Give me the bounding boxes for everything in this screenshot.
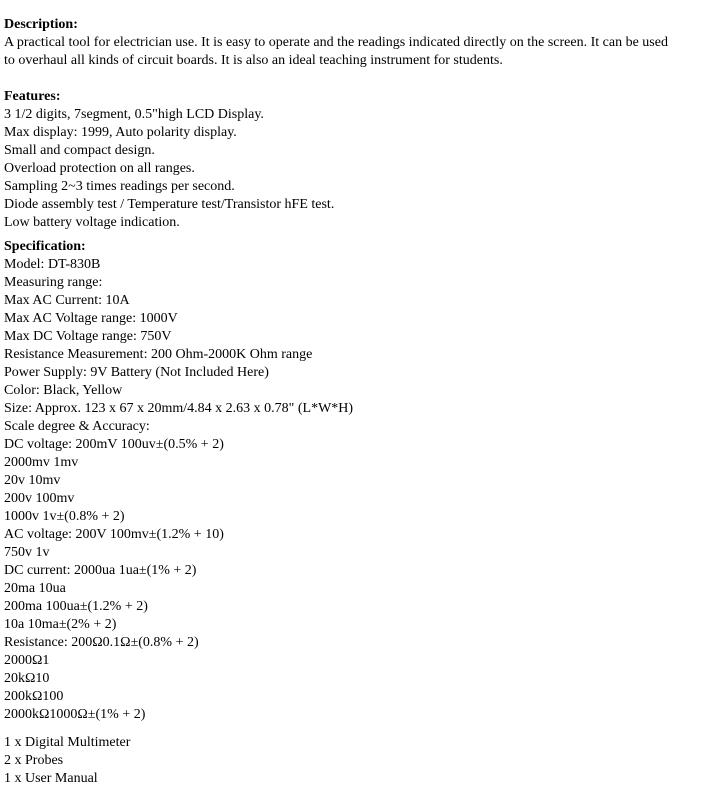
description-section [4, 16, 704, 70]
spec-item: DC current: 2000ua 1ua±(1% + 2) [4, 563, 197, 578]
description-text: A practical tool for electrician use. It is easy to operate and the readings indicated directly on the screen. It can be used to overhaul all kinds of circuit boards. It is also an ideal teaching instrument for students. [4, 35, 668, 68]
spec-item: 2000kΩ1000Ω±(1% + 2) [4, 707, 146, 722]
spec-item: Max DC Voltage range: 750V [4, 329, 172, 344]
spec-item: 200kΩ100 [4, 689, 64, 704]
spec-item: Resistance: 200Ω0.1Ω±(0.8% + 2) [4, 635, 199, 650]
spec-item: 20kΩ10 [4, 671, 50, 686]
feature-item: 3 1/2 digits, 7segment, 0.5"high LCD Display. [4, 107, 264, 122]
spec-item: Max AC Current: 10A [4, 293, 130, 308]
package-contents-section [4, 734, 704, 788]
spec-item: Model: DT-830B [4, 257, 101, 272]
spec-item: 20v 10mv [4, 473, 61, 488]
spec-item: 20ma 10ua [4, 581, 66, 596]
package-item: 2 x Probes [4, 753, 64, 768]
spec-item: AC voltage: 200V 100mv±(1.2% + 10) [4, 527, 224, 542]
spec-item: Color: Black, Yellow [4, 383, 123, 398]
spec-item: Measuring range: [4, 275, 103, 290]
package-item: 1 x User Manual [4, 771, 98, 786]
specification-section [4, 238, 704, 724]
spec-item: 2000mv 1mv [4, 455, 79, 470]
spec-item: 200ma 100ua±(1.2% + 2) [4, 599, 148, 614]
specification-heading: Specification: [4, 239, 86, 254]
description-heading: Description: [4, 17, 78, 32]
spec-item: Scale degree & Accuracy: [4, 419, 150, 434]
spec-item: Power Supply: 9V Battery (Not Included Here) [4, 365, 269, 380]
feature-item: Sampling 2~3 times readings per second. [4, 179, 235, 194]
feature-item: Small and compact design. [4, 143, 155, 158]
features-section [4, 88, 704, 232]
spec-item: 750v 1v [4, 545, 50, 560]
spec-item: Size: Approx. 123 x 67 x 20mm/4.84 x 2.63 x 0.78" (L*W*H) [4, 401, 354, 416]
feature-item: Low battery voltage indication. [4, 215, 180, 230]
spec-item: 200v 100mv [4, 491, 75, 506]
feature-item: Max display: 1999, Auto polarity display. [4, 125, 237, 140]
feature-item: Overload protection on all ranges. [4, 161, 195, 176]
spec-item: Resistance Measurement: 200 Ohm-2000K Ohm range [4, 347, 313, 362]
spec-item: 1000v 1v±(0.8% + 2) [4, 509, 125, 524]
spec-item: 2000Ω1 [4, 653, 50, 668]
spec-item: DC voltage: 200mV 100uv±(0.5% + 2) [4, 437, 224, 452]
features-heading: Features: [4, 89, 61, 104]
spec-item: Max AC Voltage range: 1000V [4, 311, 178, 326]
spec-item: 10a 10ma±(2% + 2) [4, 617, 117, 632]
feature-item: Diode assembly test / Temperature test/Transistor hFE test. [4, 197, 335, 212]
package-item: 1 x Digital Multimeter [4, 735, 131, 750]
